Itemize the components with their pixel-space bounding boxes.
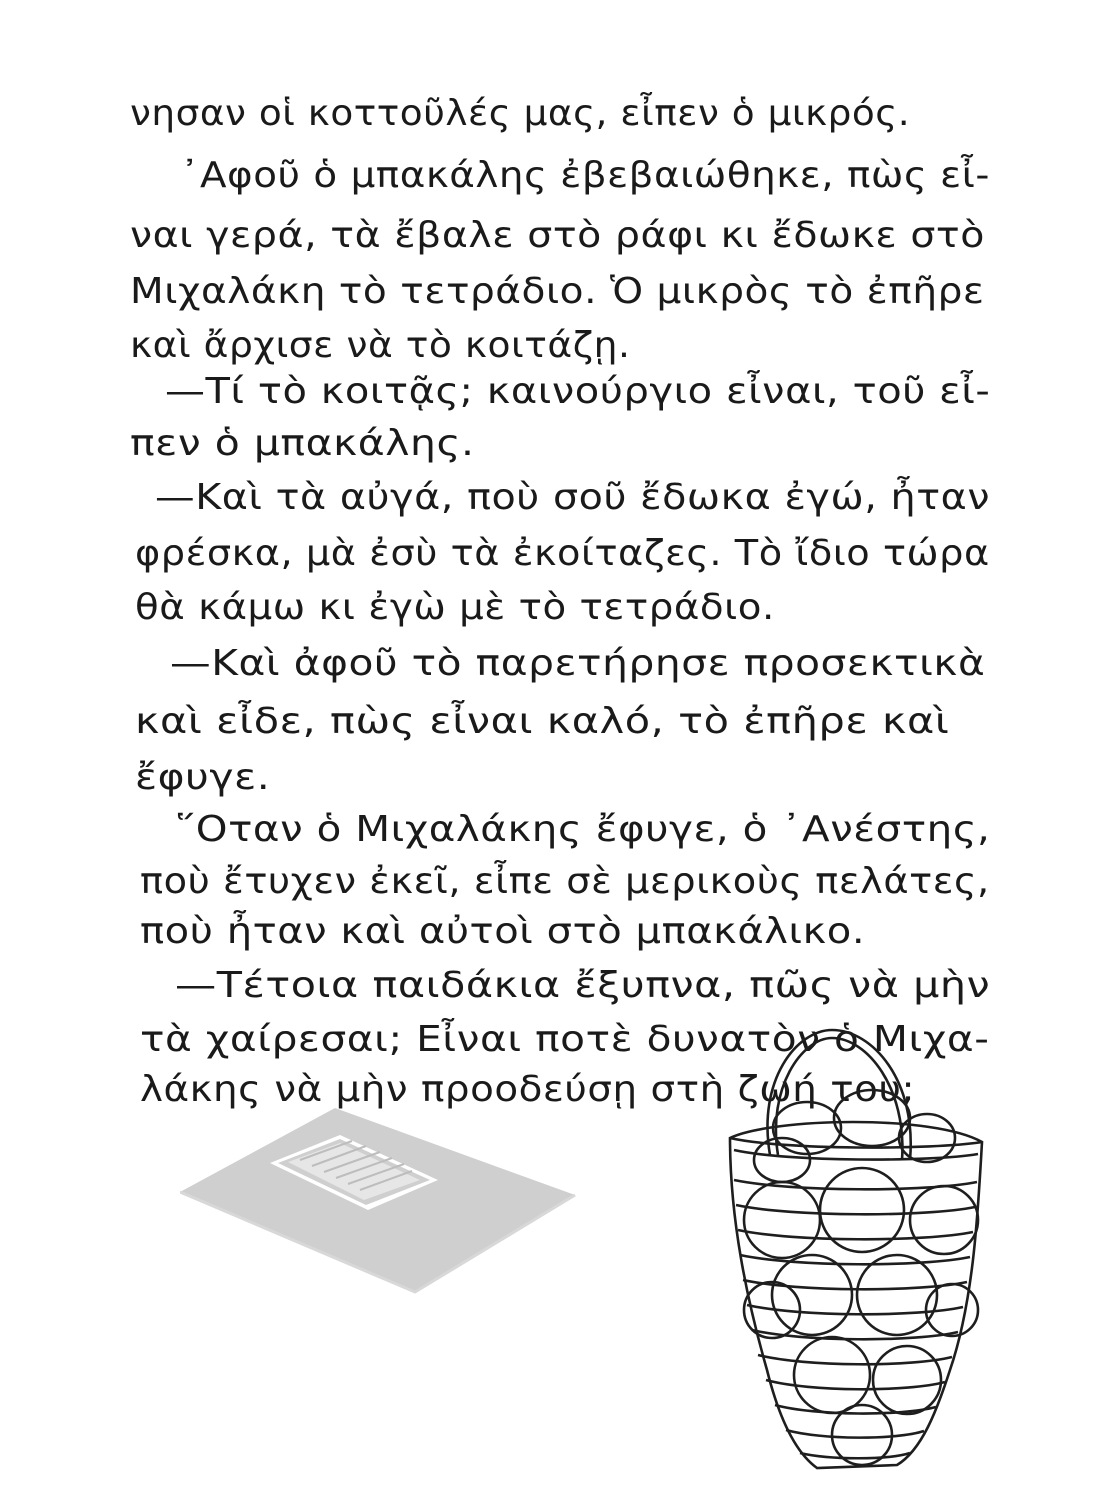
text-line-15: ποὺ ἔτυχεν ἐκεῖ, εἶπε σὲ μερικοὺς πελάτες, bbox=[140, 861, 990, 902]
text-line-7: πεν ὁ μπακάλης. bbox=[130, 423, 475, 464]
text-line-4: Μιχαλάκη τὸ τετράδιο. Ὁ μικρὸς τὸ ἐπῆρε bbox=[130, 271, 985, 312]
text-line-2: ᾿Αφοῦ ὁ μπακάλης ἐβεβαιώθηκε, πὼς εἶ- bbox=[180, 155, 990, 196]
notebook-illustration bbox=[180, 1100, 590, 1300]
text-line-18: τὰ χαίρεσαι; Εἶναι ποτὲ δυνατὸν ὁ Μιχα- bbox=[140, 1019, 990, 1060]
text-line-14: ῞Οταν ὁ Μιχαλάκης ἔφυγε, ὁ ᾿Ανέστης, bbox=[175, 809, 991, 850]
text-line-16: ποὺ ἦταν καὶ αὐτοὶ στὸ μπακάλικο. bbox=[140, 911, 866, 952]
text-line-3: ναι γερά, τὰ ἔβαλε στὸ ράφι κι ἔδωκε στὸ bbox=[130, 215, 985, 256]
text-line-11: —Καὶ ἀφοῦ τὸ παρετήρησε προσεκτικὰ bbox=[170, 643, 986, 684]
text-line-13: ἔφυγε. bbox=[135, 757, 271, 798]
text-line-6: —Τί τὸ κοιτᾷς; καινούργιο εἶναι, τοῦ εἶ- bbox=[165, 371, 991, 412]
text-line-10: θὰ κάμω κι ἐγὼ μὲ τὸ τετράδιο. bbox=[135, 587, 775, 628]
text-line-17: —Τέτοια παιδάκια ἔξυπνα, πῶς νὰ μὴν bbox=[175, 965, 991, 1006]
text-line-9: φρέσκα, μὰ ἐσὺ τὰ ἐκοίταζες. Τὸ ἴδιο τώρα bbox=[135, 533, 990, 574]
text-line-12: καὶ εἶδε, πὼς εἶναι καλό, τὸ ἐπῆρε καὶ bbox=[135, 701, 950, 742]
text-line-19: λάκης νὰ μὴν προοδεύσῃ στὴ ζωή του; bbox=[140, 1069, 916, 1110]
text-line-8: —Καὶ τὰ αὐγά, ποὺ σοῦ ἔδωκα ἐγώ, ἦταν bbox=[155, 477, 991, 518]
egg-basket-illustration bbox=[712, 1010, 1002, 1480]
text-line-5: καὶ ἄρχισε νὰ τὸ κοιτάζῃ. bbox=[130, 325, 631, 366]
text-line-1: νησαν οἱ κοττοῦλές μας, εἶπεν ὁ μικρός. bbox=[130, 93, 911, 134]
